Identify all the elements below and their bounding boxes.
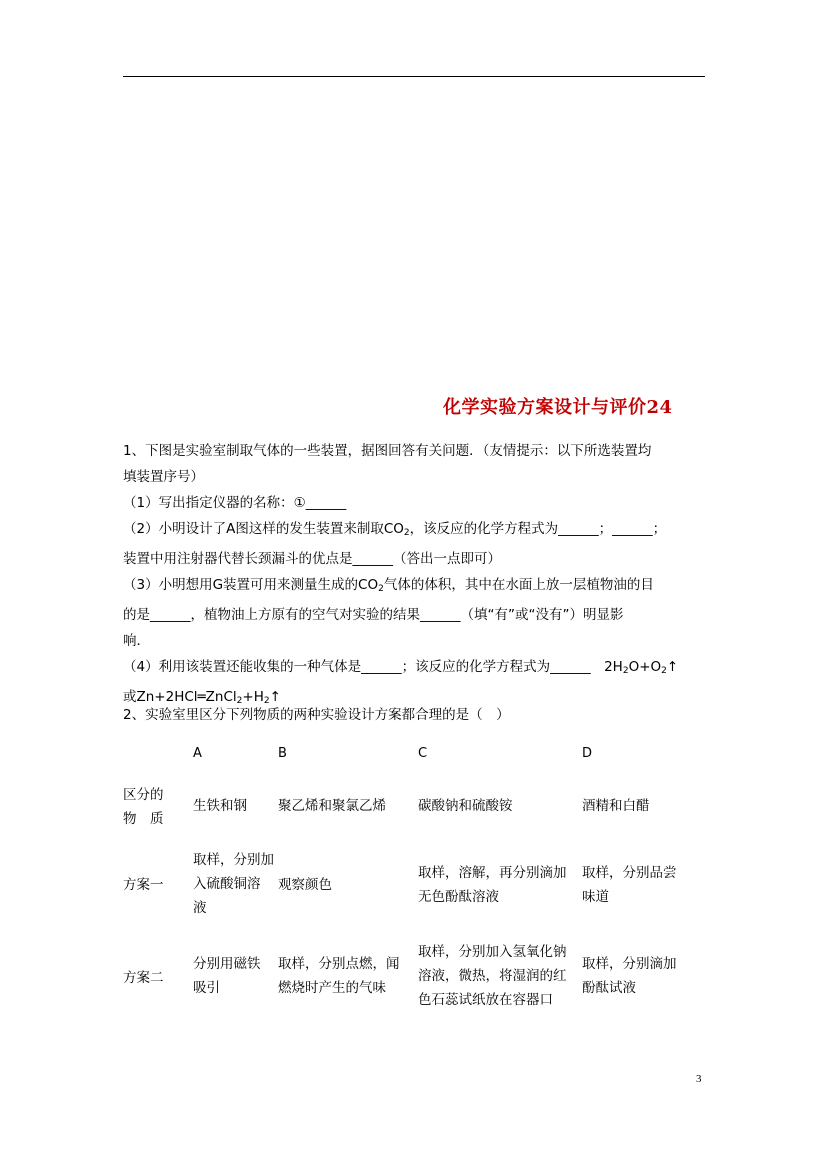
cell-line: 取样，分别加入氢氧化钠 bbox=[418, 944, 567, 960]
q1-line-1: 1、下图是实验室制取气体的一些装置，据图回答有关问题．（友情提示：以下所选装置均 bbox=[123, 443, 652, 459]
cell-r1-c: 碳酸钠和硫酸铵 bbox=[418, 798, 513, 814]
column-header-b: B bbox=[278, 746, 287, 761]
subscript: 2 bbox=[263, 696, 270, 706]
row-label-substances bbox=[123, 783, 164, 831]
q1-line-9-part-a: （4）利用该装置还能收集的一种气体是______；该反应的化学方程式为______ 2H bbox=[123, 659, 623, 675]
q1-line-8: 响． bbox=[123, 633, 150, 649]
cell-line: 吸引 bbox=[193, 980, 220, 996]
cell-line: 酚酞试液 bbox=[582, 980, 636, 996]
cell-line: 液 bbox=[193, 900, 207, 916]
column-header-d: D bbox=[582, 746, 593, 761]
subscript: 2 bbox=[622, 666, 629, 676]
column-header-a: A bbox=[193, 746, 202, 761]
row-label-line: 区分的 bbox=[123, 787, 164, 803]
column-header-c: C bbox=[418, 746, 428, 761]
cell-r2-a bbox=[193, 848, 274, 920]
cell-line: 取样，分别品尝 bbox=[582, 865, 677, 881]
q1-line-6 bbox=[123, 572, 713, 602]
q1-line-10-part-b: +H bbox=[242, 689, 264, 705]
row-label-plan-1: 方案一 bbox=[123, 877, 164, 893]
cell-r1-a: 生铁和钢 bbox=[193, 798, 247, 814]
q1-line-10-part-a: 或Zn+2HCl═ZnCl bbox=[123, 689, 237, 705]
cell-r1-d: 酒精和白醋 bbox=[582, 798, 650, 814]
arrow-up-symbol: ↑ bbox=[269, 689, 281, 705]
cell-line: 分别用磁铁 bbox=[193, 956, 261, 972]
subscript: 2 bbox=[661, 666, 667, 676]
cell-line: 味道 bbox=[582, 889, 609, 905]
q1-line-3: （1）写出指定仪器的名称：①______ bbox=[123, 495, 347, 511]
question-1 bbox=[123, 438, 713, 714]
page-number: 3 bbox=[696, 1073, 702, 1085]
subscript: 2 bbox=[378, 584, 384, 594]
q1-line-4-part-a: （2）小明设计了A图这样的发生装置来制取CO bbox=[123, 521, 404, 537]
page-title: 化学实验方案设计与评价24 bbox=[443, 397, 673, 418]
cell-line: 入硫酸铜溶 bbox=[193, 876, 261, 892]
cell-line: 取样，溶解，再分别滴加 bbox=[418, 865, 567, 881]
q1-line-9-part-b: O+O bbox=[628, 659, 662, 675]
cell-r2-d bbox=[582, 861, 677, 909]
cell-line: 取样，分别加 bbox=[193, 852, 274, 868]
q1-line-5: 装置中用注射器代替长颈漏斗的优点是______（答出一点即可） bbox=[123, 551, 501, 567]
q1-line-2: 填装置序号） bbox=[123, 469, 204, 485]
cell-line: 取样，分别点燃，闻 bbox=[278, 956, 400, 972]
q1-line-6-part-b: 气体的体积，其中在水面上放一层植物油的目 bbox=[383, 577, 654, 593]
cell-r3-b bbox=[278, 952, 400, 1000]
q1-line-4-part-b: ，该反应的化学方程式为______；______； bbox=[409, 521, 667, 537]
q1-line-4 bbox=[123, 516, 713, 546]
cell-line: 燃烧时产生的气味 bbox=[278, 980, 386, 996]
cell-r3-a bbox=[193, 952, 261, 1000]
cell-line: 无色酚酞溶液 bbox=[418, 889, 499, 905]
row-label-plan-2: 方案二 bbox=[123, 970, 164, 986]
question-2: 2、实验室里区分下列物质的两种实验设计方案都合理的是（ ） bbox=[123, 707, 510, 723]
cell-r2-b: 观察颜色 bbox=[278, 877, 332, 893]
q1-line-6-part-a: （3）小明想用G装置可用来测量生成的CO bbox=[123, 577, 379, 593]
cell-r3-c bbox=[418, 940, 567, 1012]
cell-line: 色石蕊试纸放在容器口 bbox=[418, 992, 553, 1008]
q1-line-7: 的是______，植物油上方原有的空气对实验的结果______（填“有”或“没有”）明显影 bbox=[123, 607, 624, 623]
cell-r3-d bbox=[582, 952, 677, 1000]
header-rule bbox=[123, 76, 705, 77]
cell-r1-b: 聚乙烯和聚氯乙烯 bbox=[278, 798, 386, 814]
subscript: 2 bbox=[403, 528, 410, 538]
arrow-up-symbol: ↑ bbox=[666, 659, 679, 675]
subscript: 2 bbox=[236, 696, 243, 706]
row-label-line: 物 质 bbox=[123, 811, 164, 827]
cell-line: 取样，分别滴加 bbox=[582, 956, 677, 972]
cell-r2-c bbox=[418, 861, 567, 909]
cell-line: 溶液，微热，将湿润的红 bbox=[418, 968, 567, 984]
q1-line-9 bbox=[123, 654, 713, 684]
